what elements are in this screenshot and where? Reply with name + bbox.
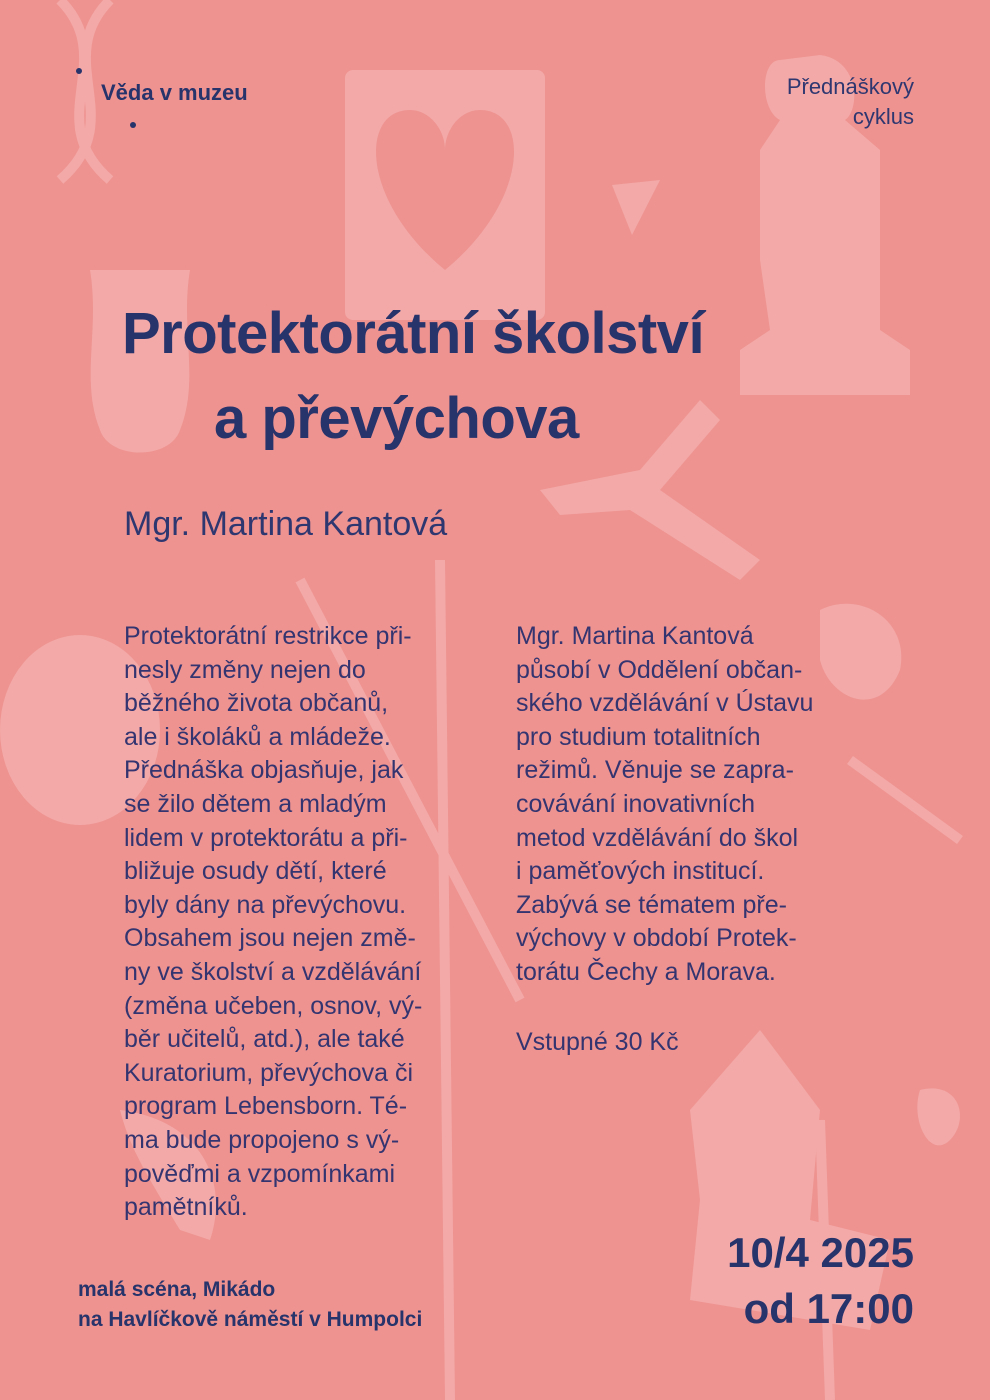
series-name: Věda v muzeu [101,80,248,105]
text-line: lidem v protektorátu a při- [124,823,408,852]
leaf-shape [917,1088,960,1145]
speaker-bio-text [516,620,813,990]
lecture-cycle-label [787,72,914,132]
text-line: běžného života občanů, [124,689,389,718]
text-line: torátu Čechy a Morava. [516,957,776,986]
decorative-dot [76,68,82,74]
text-line: covávání inovativních [516,789,756,818]
event-time: od 17:00 [743,1285,914,1332]
text-line: Přednáška objasňuje, jak [124,756,404,785]
text-line: režimů. Věnuje se zapra- [516,756,794,785]
venue-line: na Havlíčkově náměstí v Humpolci [78,1308,423,1331]
text-line: působí v Oddělení občan- [516,655,803,684]
text-line: výchovy v období Protek- [516,924,797,953]
text-line: Kuratorium, převýchova či [124,1058,414,1087]
cycle-line: Přednáškový [786,74,914,99]
shard-shape [612,180,660,235]
event-date: 10/4 2025 [727,1229,914,1276]
text-line: (změna učeben, osnov, vý- [124,991,423,1020]
text-line: ského vzdělávání v Ústavu [516,689,814,718]
text-line: pro studium totalitních [516,722,761,751]
venue-line: malá scéna, Mikádo [78,1278,276,1301]
text-line: pamětníků. [124,1193,248,1222]
text-line: se žilo dětem a mladým [124,789,387,818]
title-line-1: Protektorátní školství [122,301,705,366]
title-line-2: a převýchova [214,386,579,451]
cycle-line: cyklus [852,104,914,129]
text-line: program Lebensborn. Té- [124,1092,408,1121]
text-line: i paměťových institucí. [516,857,765,886]
speaker-name: Mgr. Martina Kantová [124,505,448,543]
text-line: Zabývá se tématem pře- [516,890,787,919]
text-line: běr učitelů, atd.), ale také [124,1025,405,1054]
text-line: Mgr. Martina Kantová [516,622,754,650]
description-text [124,620,422,1225]
text-line: ny ve školství a vzdělávání [124,957,422,986]
text-line: ma bude propojeno s vý- [124,1125,400,1154]
decorative-dot [130,122,136,128]
event-datetime [727,1225,914,1337]
text-line: bližuje osudy dětí, které [124,857,387,886]
text-line: byly dány na převýchovu. [124,890,407,919]
text-line: nesly změny nejen do [124,655,366,684]
admission-fee: Vstupné 30 Kč [516,1028,679,1056]
text-line: Obsahem jsou nejen změ- [124,924,416,953]
text-line: metod vzdělávání do škol [516,823,799,852]
stone-shape [820,604,901,700]
text-line: pověďmi a vzpomínkami [124,1159,396,1188]
text-line: Protektorátní restrikce při- [124,622,412,650]
text-line: ale i školáků a mládeže. [124,722,391,751]
venue [78,1275,422,1335]
